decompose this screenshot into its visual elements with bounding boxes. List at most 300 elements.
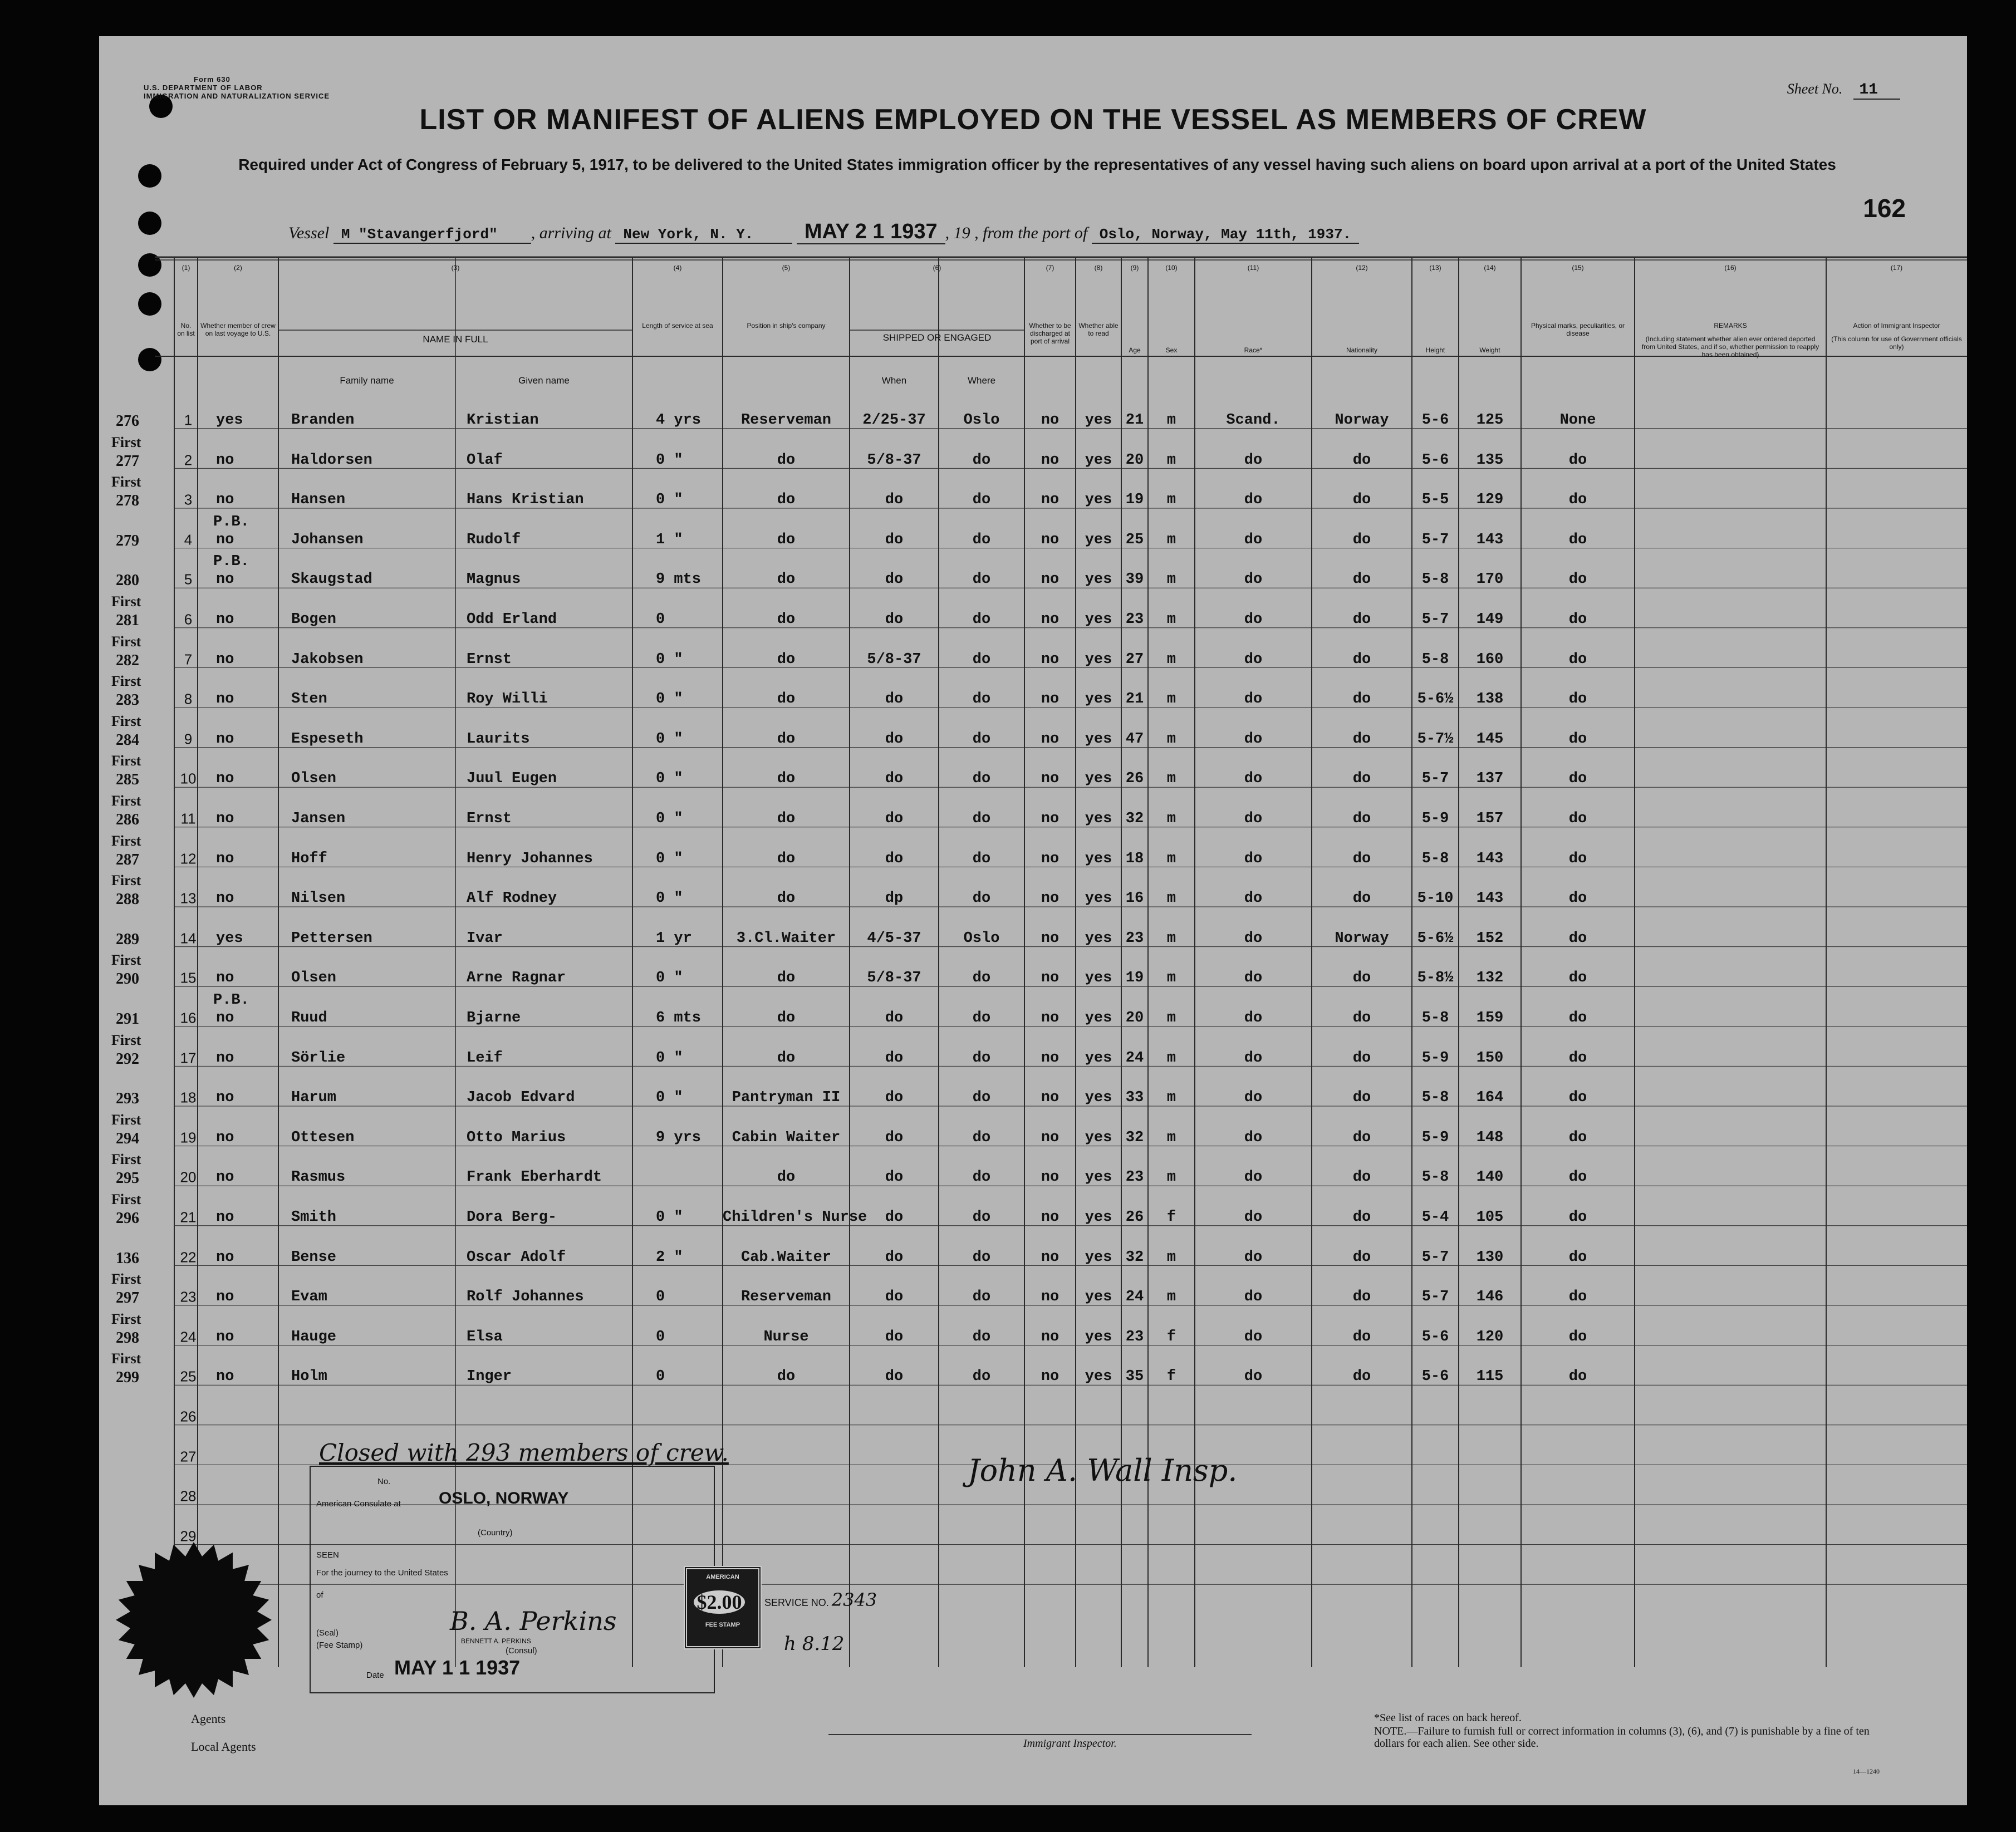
height: 5-6 [1421, 412, 1449, 429]
family-name: Rasmus [291, 1169, 346, 1186]
column-note-c16: (Including statement whether alien ever ordered deported from United States, and if so, whether permission to reapply has been obtained) [1641, 335, 1819, 358]
weight: 149 [1476, 611, 1504, 628]
sex: m [1166, 930, 1176, 947]
nationality: do [1352, 811, 1371, 827]
crew-last-voyage: no [216, 890, 234, 907]
agents-label: Agents [191, 1712, 226, 1726]
page-number: 162 [1863, 194, 1906, 223]
shipped-where: do [972, 1010, 991, 1026]
physical-marks: do [1568, 1089, 1587, 1107]
given-name: Alf Rodney [467, 890, 557, 907]
crew-last-voyage: no [216, 492, 234, 509]
given-name: Dora Berg- [467, 1209, 557, 1226]
given-name: Juul Eugen [467, 770, 557, 788]
age: 16 [1125, 890, 1144, 907]
weight: 115 [1476, 1368, 1504, 1386]
shipped-where: do [972, 811, 991, 827]
weight: 157 [1476, 811, 1504, 827]
ship-position: do [777, 890, 796, 907]
arriving-port: New York, N. Y. [615, 226, 792, 244]
margin-first-label: First [111, 1111, 141, 1128]
shipped-where: do [972, 1089, 991, 1107]
ship-position: do [777, 970, 796, 987]
able-to-read: yes [1085, 412, 1112, 429]
ship-position: 3.Cl.Waiter [736, 930, 836, 947]
column-label-c2: Whether member of crew on last voyage to U.S. [200, 322, 276, 337]
ship-position: Nurse [763, 1328, 809, 1345]
weight: 145 [1476, 730, 1504, 748]
line-number: 23 [180, 1288, 197, 1305]
nationality: do [1352, 531, 1371, 548]
shipped-where: do [972, 571, 991, 588]
length-of-service: 1 yr [656, 930, 692, 947]
shipped-where: do [972, 691, 991, 708]
race: do [1244, 1089, 1263, 1107]
discharged-at-port: no [1041, 850, 1059, 867]
crew-last-voyage: no [216, 1049, 234, 1067]
able-to-read: yes [1085, 730, 1112, 748]
nationality: do [1352, 1209, 1371, 1226]
crew-last-voyage: yes [216, 412, 243, 429]
given-name: Arne Ragnar [467, 970, 566, 987]
ship-position: do [777, 1049, 796, 1067]
weight: 164 [1476, 1089, 1504, 1107]
shipped-when: do [885, 730, 904, 748]
sex: m [1166, 770, 1176, 788]
height: 5-8 [1421, 1010, 1449, 1026]
height: 5-9 [1421, 1049, 1449, 1067]
line-number: 25 [180, 1368, 197, 1385]
height: 5-7 [1421, 531, 1449, 548]
line-number: 9 [184, 730, 193, 748]
margin-register-number: 286 [116, 811, 139, 828]
height: 5-9 [1421, 1129, 1449, 1146]
age: 20 [1125, 1010, 1144, 1026]
able-to-read: yes [1085, 811, 1112, 827]
margin-first-label: First [111, 633, 141, 650]
shipped-when: 4/5-37 [867, 930, 921, 947]
discharged-at-port: no [1041, 651, 1059, 668]
discharged-at-port: no [1041, 531, 1059, 548]
line-number: 22 [180, 1249, 197, 1266]
crew-last-voyage-note: P.B. [213, 513, 249, 531]
length-of-service: 0 " [656, 691, 683, 708]
column-label-c6: SHIPPED OR ENGAGED [882, 332, 992, 343]
family-name: Skaugstad [291, 571, 372, 588]
sex: m [1166, 691, 1176, 708]
race: Scand. [1226, 412, 1281, 429]
local-agents-label: Local Agents [191, 1740, 256, 1754]
discharged-at-port: no [1041, 1129, 1059, 1146]
ship-position: do [777, 770, 796, 788]
family-name: Jakobsen [291, 651, 364, 668]
length-of-service: 2 " [656, 1249, 683, 1266]
age: 26 [1125, 770, 1144, 788]
family-name: Hauge [291, 1328, 337, 1345]
sex: m [1166, 412, 1176, 429]
weight: 152 [1476, 930, 1504, 947]
given-name: Jacob Edvard [467, 1089, 575, 1107]
column-number-c1: (1) [182, 264, 190, 272]
race: do [1244, 651, 1263, 668]
sex: f [1166, 1368, 1176, 1386]
physical-marks: do [1568, 611, 1587, 628]
sex: m [1166, 492, 1176, 509]
crew-last-voyage: yes [216, 930, 243, 947]
discharged-at-port: no [1041, 890, 1059, 907]
margin-register-number: 297 [116, 1289, 139, 1307]
margin-first-label: First [111, 673, 141, 690]
margin-first-label: First [111, 474, 141, 490]
margin-register-number: 291 [116, 1010, 139, 1028]
sheet-number-value: 11 [1853, 81, 1900, 100]
family-name: Smith [291, 1209, 337, 1226]
margin-register-number: 290 [116, 970, 139, 988]
margin-first-label: First [111, 1151, 141, 1168]
height: 5-8 [1421, 651, 1449, 668]
weight: 159 [1476, 1010, 1504, 1026]
given-name: Ernst [467, 651, 512, 668]
margin-first-label: First [111, 1271, 141, 1288]
shipped-when: do [885, 1089, 904, 1107]
given-name: Magnus [467, 571, 521, 588]
margin-first-label: First [111, 434, 141, 450]
form-header [144, 75, 330, 100]
column-label-c3: NAME IN FULL [423, 334, 488, 345]
race: do [1244, 691, 1263, 708]
line-number: 26 [180, 1408, 197, 1425]
line-number: 3 [184, 491, 193, 508]
nationality: do [1352, 1049, 1371, 1067]
able-to-read: yes [1085, 1368, 1112, 1386]
shipped-when: do [885, 811, 904, 827]
fee-stamp-amount: $2.00 [694, 1590, 745, 1614]
margin-register-number: 136 [116, 1249, 139, 1267]
discharged-at-port: no [1041, 1289, 1059, 1306]
sex: m [1166, 611, 1176, 628]
year-label: , 19 [945, 224, 970, 242]
age: 21 [1125, 691, 1144, 708]
line-number: 2 [184, 451, 193, 469]
height: 5-7 [1421, 611, 1449, 628]
column-label-c1: No. on list [177, 322, 195, 337]
crew-last-voyage: no [216, 571, 234, 588]
family-name: Holm [291, 1368, 327, 1386]
column-label-c9: Age [1129, 346, 1141, 354]
shipped-when: 2/25-37 [862, 412, 926, 429]
shipped-when: 5/8-37 [867, 651, 921, 668]
physical-marks: do [1568, 1328, 1587, 1345]
given-name: Bjarne [467, 1010, 521, 1026]
department-name: U.S. DEPARTMENT OF LABOR [144, 84, 263, 92]
consul-date-stamp: MAY 1 1 1937 [394, 1656, 521, 1679]
discharged-at-port: no [1041, 1328, 1059, 1345]
ship-position: Cab.Waiter [740, 1249, 832, 1266]
discharged-at-port: no [1041, 1169, 1059, 1186]
sex: m [1166, 811, 1176, 827]
weight: 146 [1476, 1289, 1504, 1306]
sex: m [1166, 850, 1176, 867]
weight: 143 [1476, 850, 1504, 867]
discharged-at-port: no [1041, 811, 1059, 827]
family-name: Harum [291, 1089, 337, 1107]
age: 47 [1125, 730, 1144, 748]
discharged-at-port: no [1041, 1010, 1059, 1026]
age: 35 [1125, 1368, 1144, 1386]
consul-title: (Consul) [506, 1646, 537, 1656]
age: 26 [1125, 1209, 1144, 1226]
given-name: Henry Johannes [467, 850, 593, 867]
nationality: do [1352, 770, 1371, 788]
margin-register-number: 278 [116, 492, 139, 510]
family-name: Olsen [291, 770, 337, 788]
column-number-c2: (2) [234, 264, 242, 272]
margin-register-number: 285 [116, 771, 139, 789]
age: 23 [1125, 1328, 1144, 1345]
column-label-c13: Height [1425, 346, 1445, 354]
shipped-when: do [885, 691, 904, 708]
family-name: Bogen [291, 611, 337, 628]
physical-marks: do [1568, 770, 1587, 788]
race: do [1244, 531, 1263, 548]
column-number-c6: (6) [933, 264, 941, 272]
discharged-at-port: no [1041, 451, 1059, 469]
shipped-where: do [972, 611, 991, 628]
nationality: do [1352, 1010, 1371, 1026]
seen-label: SEEN [316, 1550, 339, 1560]
margin-first-label: First [111, 832, 141, 849]
family-name: Hoff [291, 850, 327, 867]
line-number: 11 [180, 810, 196, 827]
physical-marks: do [1568, 850, 1587, 867]
column-label-c4: Length of service at sea [642, 322, 713, 330]
shipped-where: do [972, 651, 991, 668]
weight: 120 [1476, 1328, 1504, 1345]
service-name: IMMIGRATION AND NATURALIZATION SERVICE [144, 92, 330, 100]
discharged-at-port: no [1041, 1368, 1059, 1386]
length-of-service: 0 " [656, 890, 683, 907]
discharged-at-port: no [1041, 730, 1059, 748]
shipped-where: Oslo [963, 930, 1000, 947]
crew-last-voyage-note: P.B. [213, 992, 249, 1009]
service-handwritten: h 8.12 [784, 1633, 845, 1655]
shipped-where: do [972, 531, 991, 548]
able-to-read: yes [1085, 970, 1112, 987]
line-number: 6 [184, 611, 193, 628]
consulate-stamp [310, 1466, 715, 1693]
document-title: LIST OR MANIFEST OF ALIENS EMPLOYED ON THE VESSEL AS MEMBERS OF CREW [419, 104, 1647, 136]
nationality: do [1352, 730, 1371, 748]
shipped-when: do [885, 1169, 904, 1186]
inspector-signature: John A. Wall Insp. [968, 1453, 1238, 1488]
line-number: 29 [180, 1528, 197, 1545]
age: 19 [1125, 970, 1144, 987]
able-to-read: yes [1085, 1010, 1112, 1026]
length-of-service: 0 [656, 611, 665, 628]
service-number-label: SERVICE NO. [764, 1597, 829, 1608]
shipped-when: do [885, 1209, 904, 1226]
line-number: 15 [180, 969, 197, 986]
margin-register-number: 280 [116, 572, 139, 590]
shipped-when: do [885, 850, 904, 867]
departure-port: Oslo, Norway, May 11th, 1937. [1092, 226, 1359, 244]
ship-position: do [777, 651, 796, 668]
column-label-c15: Physical marks, peculiarities, or disease [1531, 322, 1625, 337]
given-name: Laurits [467, 730, 530, 748]
vessel-label: Vessel [288, 224, 330, 242]
given-name: Kristian [467, 412, 539, 429]
given-name: Rudolf [467, 531, 521, 548]
age: 23 [1125, 611, 1144, 628]
physical-marks: do [1568, 1010, 1587, 1026]
given-name: Leif [467, 1049, 503, 1067]
closing-note: Closed with 293 members of crew. [319, 1439, 729, 1466]
sheet-number-label: Sheet No. [1787, 81, 1843, 97]
given-name: Olaf [467, 451, 503, 469]
shipped-when: do [885, 531, 904, 548]
physical-marks: do [1568, 1249, 1587, 1266]
from-label: , from the port of [974, 224, 1088, 242]
shipped-where: do [972, 890, 991, 907]
margin-register-number: 281 [116, 612, 139, 629]
margin-register-number: 288 [116, 891, 139, 908]
nationality: Norway [1335, 930, 1389, 947]
weight: 140 [1476, 1169, 1504, 1186]
line-number: 7 [184, 651, 193, 668]
print-code: 14—1240 [1853, 1767, 1880, 1775]
sex: m [1166, 451, 1176, 469]
column-label-c17: Action of Immigrant Inspector [1853, 322, 1940, 330]
margin-first-label: First [111, 952, 141, 969]
column-label-c7: Whether to be discharged at port of arrival [1029, 322, 1071, 345]
shipped-where: do [972, 1169, 991, 1186]
nationality: do [1352, 850, 1371, 867]
ship-position: do [777, 531, 796, 548]
line-number: 28 [180, 1487, 197, 1505]
family-name: Ottesen [291, 1129, 355, 1146]
margin-first-label: First [111, 1350, 141, 1367]
given-name: Rolf Johannes [467, 1289, 584, 1306]
given-name: Oscar Adolf [467, 1249, 566, 1266]
sex: m [1166, 531, 1176, 548]
column-label-c8: Whether able to read [1078, 322, 1119, 337]
penalty-note: NOTE.—Failure to furnish full or correct information in columns (3), (6), and (7) is punishable by a fine of ten dollars for each alien. See other side. [1374, 1725, 1870, 1750]
able-to-read: yes [1085, 571, 1112, 588]
length-of-service: 0 " [656, 1089, 683, 1107]
ship-position: Children's Nurse [723, 1209, 867, 1226]
weight: 143 [1476, 531, 1504, 548]
stamp-no-label: No. [377, 1477, 391, 1486]
length-of-service: 6 mts [656, 1010, 702, 1026]
race: do [1244, 611, 1263, 628]
ship-position: do [777, 492, 796, 509]
able-to-read: yes [1085, 1169, 1112, 1186]
margin-register-number: 283 [116, 691, 139, 709]
shipped-when: do [885, 571, 904, 588]
age: 25 [1125, 531, 1144, 548]
line-number: 4 [184, 531, 193, 548]
column-label-c12: Nationality [1346, 346, 1378, 354]
shipped-where: Oslo [963, 412, 1000, 429]
race: do [1244, 492, 1263, 509]
margin-register-number: 298 [116, 1329, 139, 1347]
family-name: Pettersen [291, 930, 372, 947]
able-to-read: yes [1085, 770, 1112, 788]
family-name: Bense [291, 1249, 337, 1266]
family-name: Jansen [291, 811, 346, 827]
consular-seal-icon [113, 1539, 274, 1701]
margin-register-number: 299 [116, 1369, 139, 1387]
fee-stamp [684, 1566, 762, 1649]
column-label-when: When [881, 375, 907, 386]
margin-register-number: 296 [116, 1210, 139, 1227]
height: 5-8 [1421, 571, 1449, 588]
service-number-value: 2343 [831, 1589, 877, 1610]
height: 5-6½ [1417, 930, 1454, 947]
length-of-service: 0 [656, 1289, 665, 1306]
document-subtitle: Required under Act of Congress of February 5, 1917, to be delivered to the United States immigration officer by the representatives of any vessel having such aliens on board upon arrival at a port of the United States [238, 156, 1836, 173]
physical-marks: do [1568, 531, 1587, 548]
shipped-where: do [972, 1328, 991, 1345]
crew-last-voyage: no [216, 1169, 234, 1186]
line-number: 18 [180, 1089, 197, 1106]
ship-position: Pantryman II [732, 1089, 841, 1107]
weight: 105 [1476, 1209, 1504, 1226]
length-of-service: 0 " [656, 970, 683, 987]
ship-position: do [777, 691, 796, 708]
race: do [1244, 1289, 1263, 1306]
margin-register-number: 294 [116, 1129, 139, 1147]
line-number: 1 [184, 411, 193, 429]
length-of-service: 0 " [656, 651, 683, 668]
age: 18 [1125, 850, 1144, 867]
margin-register-number: 284 [116, 731, 139, 749]
race: do [1244, 811, 1263, 827]
date-label: Date [366, 1671, 384, 1680]
shipped-when: 5/8-37 [867, 451, 921, 469]
column-note-c17: (This column for use of Government officials only) [1831, 335, 1962, 351]
race: do [1244, 1129, 1263, 1146]
given-name: Hans Kristian [467, 492, 584, 509]
column-number-c4: (4) [673, 264, 682, 272]
sex: m [1166, 730, 1176, 748]
nationality: do [1352, 970, 1371, 987]
nationality: do [1352, 1289, 1371, 1306]
crew-last-voyage: no [216, 850, 234, 867]
shipped-where: do [972, 1368, 991, 1386]
weight: 132 [1476, 970, 1504, 987]
shipped-when: do [885, 1289, 904, 1306]
nationality: do [1352, 1368, 1371, 1386]
length-of-service: 0 " [656, 1209, 683, 1226]
manifest-sheet [99, 36, 1967, 1805]
ship-position: do [777, 1368, 796, 1386]
shipped-when: do [885, 1249, 904, 1266]
column-number-c9: (9) [1130, 264, 1139, 272]
family-name: Evam [291, 1289, 327, 1306]
age: 32 [1125, 811, 1144, 827]
crew-last-voyage: no [216, 811, 234, 827]
margin-register-number: 289 [116, 930, 139, 948]
column-number-c11: (11) [1247, 264, 1259, 272]
shipped-where: do [972, 770, 991, 788]
margin-first-label: First [111, 753, 141, 769]
length-of-service: 0 " [656, 1049, 683, 1067]
discharged-at-port: no [1041, 930, 1059, 947]
consul-signature: B. A. Perkins [450, 1606, 617, 1636]
ship-position: Reserveman [740, 1289, 832, 1306]
crew-last-voyage: no [216, 651, 234, 668]
